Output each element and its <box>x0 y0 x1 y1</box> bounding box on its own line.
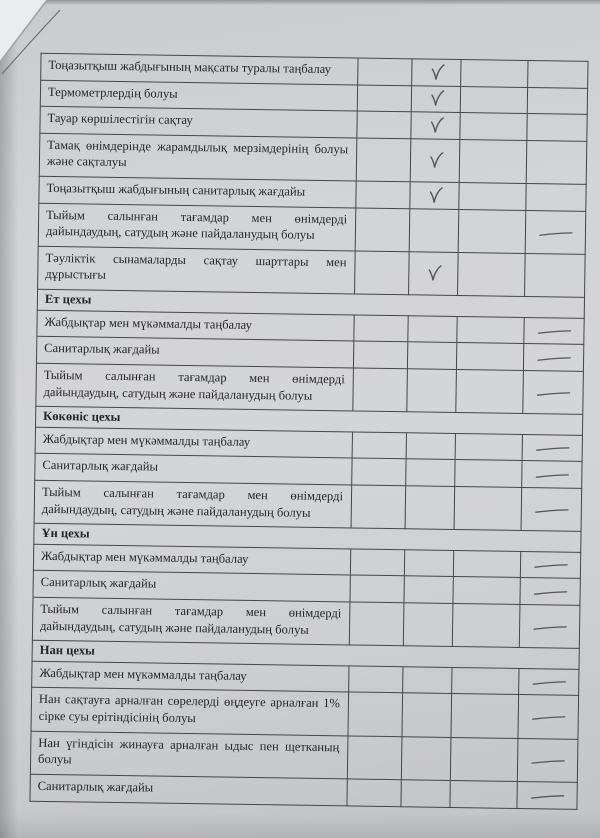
mark-cell <box>411 112 460 139</box>
mark-cell <box>458 209 526 253</box>
mark-cell <box>520 551 580 578</box>
row-label: Нан үгіндісін жинауға арналған ыдыс пен щетканың болуы <box>30 731 348 779</box>
row-label: Тоңазытқыш жабдығының мақсаты туралы таңбалау <box>41 53 358 84</box>
mark-cell <box>357 85 411 112</box>
mark-cell <box>410 182 459 209</box>
mark-cell <box>355 208 410 252</box>
section-title: Нан цехы <box>32 640 579 669</box>
check-mark-icon <box>426 185 443 205</box>
mark-cell <box>404 550 453 577</box>
mark-cell <box>460 86 527 114</box>
mark-cell <box>527 87 587 114</box>
mark-cell <box>459 183 526 211</box>
dash-mark-icon <box>532 587 568 598</box>
check-mark-icon <box>427 116 444 136</box>
paper-left-shadow <box>0 0 18 838</box>
mark-cell <box>402 693 452 737</box>
row-label: Жабдықтар мен мүкәммалды таңбалау <box>32 661 349 692</box>
mark-cell <box>410 139 460 183</box>
mark-cell <box>454 486 522 530</box>
mark-cell <box>408 315 457 342</box>
mark-cell <box>520 578 580 605</box>
mark-cell <box>460 113 527 141</box>
mark-cell <box>404 576 453 603</box>
check-mark-icon <box>428 62 445 82</box>
mark-cell <box>358 58 412 85</box>
dash-mark-icon <box>530 712 566 723</box>
mark-cell <box>354 315 408 342</box>
dash-mark-icon <box>532 622 568 633</box>
mark-cell <box>518 695 579 739</box>
row-label: Санитарлық жағдайы <box>30 774 347 805</box>
mark-cell <box>347 736 402 780</box>
mark-cell <box>526 140 587 184</box>
mark-cell <box>350 549 404 576</box>
mark-cell <box>403 667 452 694</box>
mark-cell <box>356 181 410 208</box>
mark-cell <box>459 139 527 183</box>
row-label: Тыйым салынған тағамдар мен өнімдерді дайындаудың, сатудың және пайдаланудың болуы <box>36 363 354 411</box>
mark-cell <box>525 253 586 297</box>
checklist-table-body <box>30 53 588 809</box>
mark-cell <box>453 577 520 605</box>
mark-cell <box>525 210 586 254</box>
mark-cell <box>407 369 457 413</box>
row-label: Тыйым салынған тағамдар мен өнімдерді дайындаудың, сатудың және пайдаланудың болуы <box>32 597 350 645</box>
dash-mark-icon <box>535 388 571 399</box>
mark-cell <box>456 369 524 413</box>
mark-cell <box>452 667 519 695</box>
mark-cell <box>403 603 453 647</box>
mark-cell <box>452 603 520 647</box>
row-label: Тамақ өнімдерінде жарамдылық мерзімдерінің болуы және сақталуы <box>39 133 357 181</box>
mark-cell <box>461 60 528 88</box>
dash-mark-icon <box>537 228 573 239</box>
row-label: Тыйым салынған тағамдар мен өнімдерді дайындаудың, сатудың және пайдаланудың болуы <box>38 203 356 251</box>
mark-cell <box>453 550 520 578</box>
mark-cell <box>458 252 526 296</box>
mark-cell <box>349 666 403 693</box>
mark-cell <box>409 208 459 252</box>
mark-cell <box>405 486 455 530</box>
row-label: Тәуліктік сынамаларды сақтау шарттары мен дұрыстығы <box>38 246 356 294</box>
mark-cell <box>409 252 459 296</box>
mark-cell <box>353 341 407 368</box>
mark-cell <box>357 111 411 138</box>
mark-cell <box>352 432 406 459</box>
section-title: Ет цехы <box>37 289 584 318</box>
mark-cell <box>401 780 450 807</box>
dash-mark-icon <box>534 444 570 455</box>
mark-cell <box>517 781 577 808</box>
mark-cell <box>455 433 522 461</box>
mark-cell <box>451 694 519 738</box>
dash-mark-icon <box>531 678 567 689</box>
mark-cell <box>523 344 583 371</box>
section-title: Көкөніс цехы <box>36 406 583 435</box>
check-mark-icon <box>425 264 442 284</box>
dash-mark-icon <box>530 756 566 767</box>
mark-cell <box>347 779 401 806</box>
row-label: Санитарлық жағдайы <box>36 337 353 368</box>
mark-cell <box>528 61 588 88</box>
mark-cell <box>351 485 406 529</box>
mark-cell <box>457 316 524 344</box>
mark-cell <box>411 85 460 112</box>
section-title: Ұн цехы <box>34 523 581 552</box>
row-label: Жабдықтар мен мүкәммалды таңбалау <box>33 544 350 575</box>
mark-cell <box>450 780 517 808</box>
dash-mark-icon <box>536 353 572 364</box>
checklist-table-wrap <box>29 53 587 810</box>
row-label: Жабдықтар мен мүкәммалды таңбалау <box>37 310 354 341</box>
row-label: Санитарлық жағдайы <box>35 454 352 485</box>
mark-cell <box>522 461 582 488</box>
row-label: Термометрлердің болуы <box>40 80 357 111</box>
mark-cell <box>406 433 455 460</box>
mark-cell <box>522 434 582 461</box>
mark-cell <box>519 604 580 648</box>
checklist-table <box>29 53 588 810</box>
mark-cell <box>349 602 404 646</box>
mark-cell <box>348 692 403 736</box>
row-label: Тауар көршілестігін сақтау <box>40 107 357 138</box>
mark-cell <box>526 184 586 211</box>
dash-mark-icon <box>532 561 568 572</box>
row-label: Санитарлық жағдайы <box>33 571 350 602</box>
mark-cell <box>406 459 455 486</box>
row-label: Тоңазытқыш жабдығының санитарлық жағдайы <box>39 176 356 207</box>
mark-cell <box>523 370 584 414</box>
mark-cell <box>355 251 410 295</box>
check-mark-icon <box>426 150 443 170</box>
dash-mark-icon <box>534 470 570 481</box>
mark-cell <box>356 138 411 182</box>
mark-cell <box>517 738 578 782</box>
mark-cell <box>456 343 523 371</box>
paper-bottom-shadow <box>0 812 600 838</box>
dash-mark-icon <box>536 326 572 337</box>
row-label: Тыйым салынған тағамдар мен өнімдерді дайындаудың, сатудың және пайдаланудың болуы <box>34 480 352 528</box>
mark-cell <box>527 114 587 141</box>
dash-mark-icon <box>533 505 569 516</box>
mark-cell <box>350 575 404 602</box>
check-mark-icon <box>427 89 444 109</box>
mark-cell <box>412 59 461 86</box>
dash-mark-icon <box>529 791 565 802</box>
mark-cell <box>524 317 584 344</box>
row-label: Жабдықтар мен мүкәммалды таңбалау <box>35 427 352 458</box>
mark-cell <box>521 487 582 531</box>
mark-cell <box>519 668 579 695</box>
mark-cell <box>455 460 522 488</box>
mark-cell <box>352 458 406 485</box>
mark-cell <box>450 737 518 781</box>
mark-cell <box>353 368 408 412</box>
mark-cell <box>407 342 456 369</box>
row-label: Нан сақтауға арналған сөрелерді өңдеуге арналған 1% сірке суы ерітіндісінің болуы <box>31 688 349 736</box>
mark-cell <box>401 736 451 780</box>
